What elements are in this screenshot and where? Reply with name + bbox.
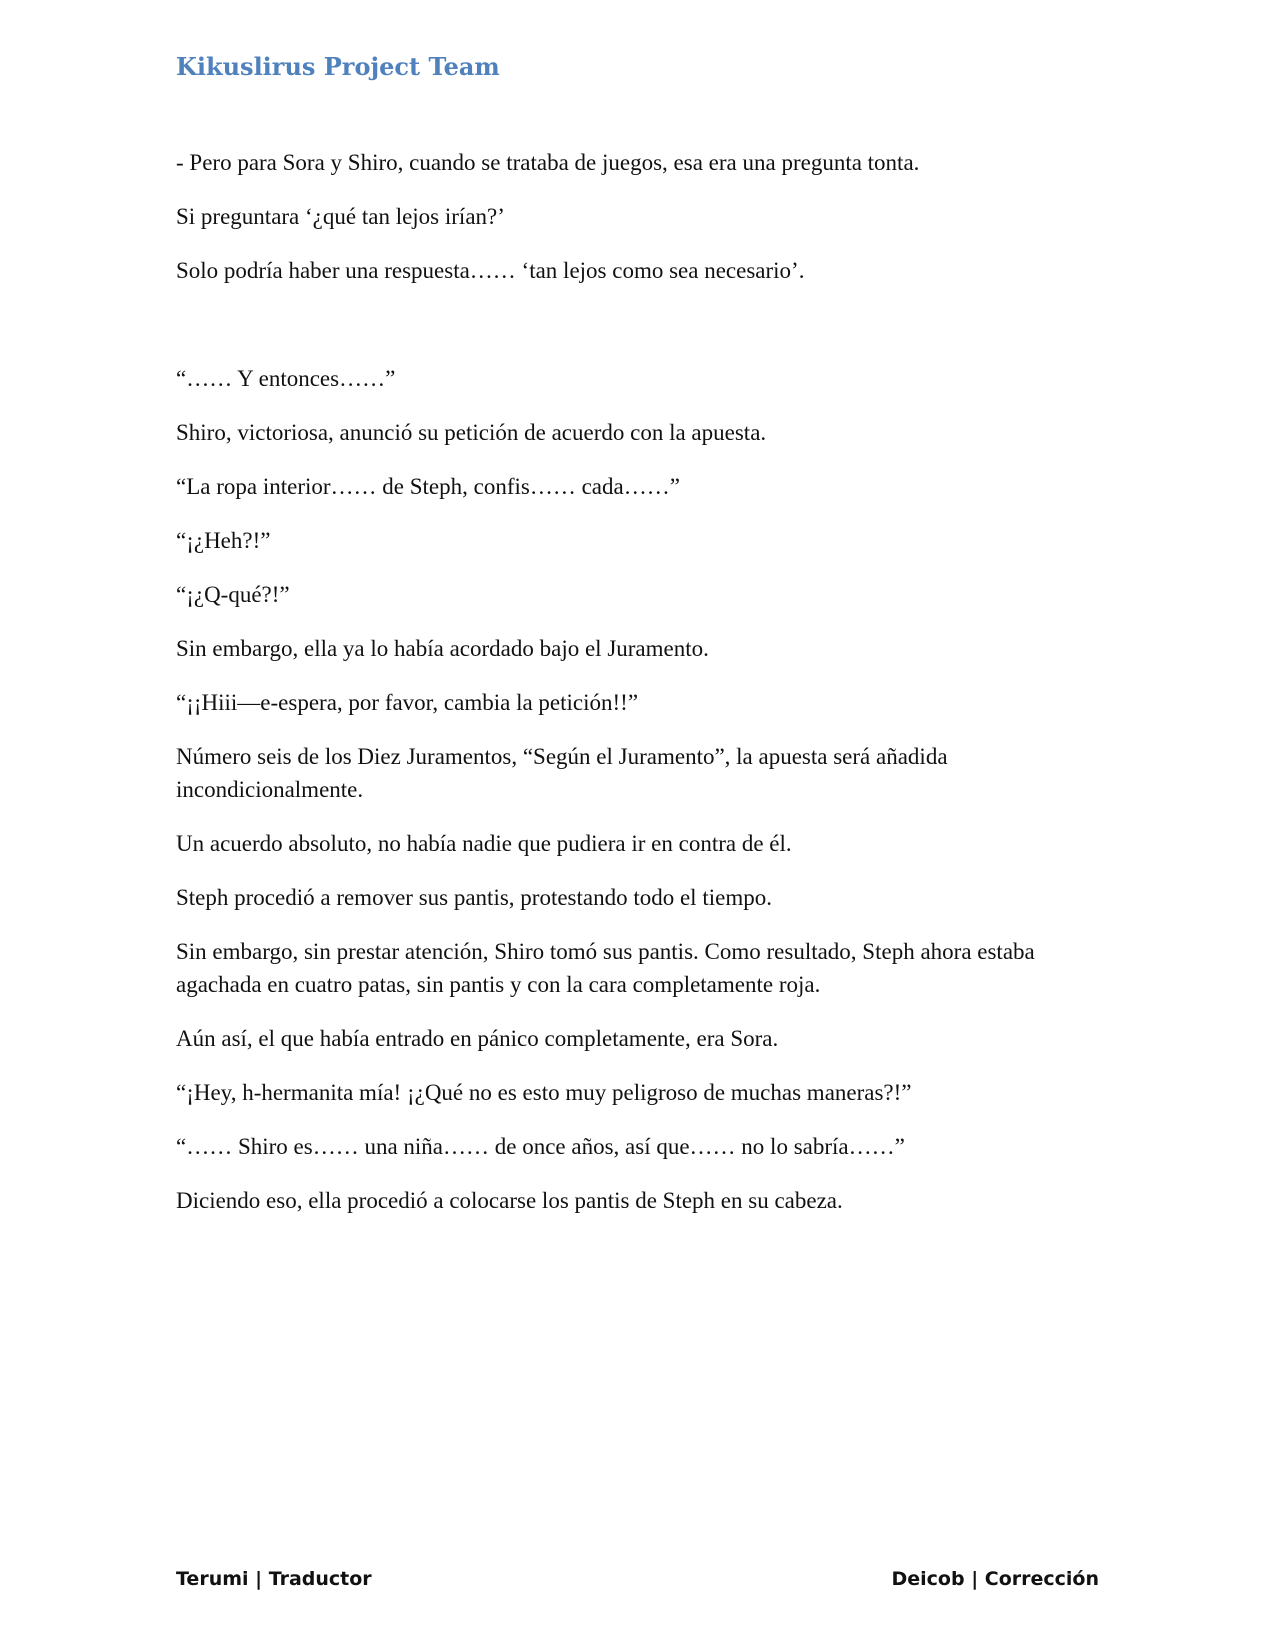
paragraph: “¡Hey, h-hermanita mía! ¡¿Qué no es esto muy peligroso de muchas maneras?!” xyxy=(176,1080,912,1105)
paragraph: - Pero para Sora y Shiro, cuando se trataba de juegos, esa era una pregunta tonta. xyxy=(176,150,920,175)
paragraph: “¡¿Q-qué?!” xyxy=(176,582,290,607)
paragraph: Un acuerdo absoluto, no había nadie que pudiera ir en contra de él. xyxy=(176,831,792,856)
paragraph: “…… Y entonces……” xyxy=(176,366,396,391)
paragraph: Solo podría haber una respuesta…… ‘tan lejos como sea necesario’. xyxy=(176,258,805,283)
paragraph: Steph procedió a remover sus pantis, protestando todo el tiempo. xyxy=(176,885,772,910)
paragraph: Número seis de los Diez Juramentos, “Según el Juramento”, la apuesta será añadida incondicionalmente. xyxy=(176,744,948,802)
paragraph: Sin embargo, ella ya lo había acordado bajo el Juramento. xyxy=(176,636,709,661)
paragraph: Sin embargo, sin prestar atención, Shiro tomó sus pantis. Como resultado, Steph ahora estaba agachada en cuatro patas, sin pantis y con la cara completamente roja. xyxy=(176,939,1035,997)
footer-proofreader-credit: Deicob | Corrección xyxy=(891,1568,1099,1590)
page-header-title: Kikuslirus Project Team xyxy=(176,52,500,81)
document-body xyxy=(176,146,1056,1238)
paragraph: Si preguntara ‘¿qué tan lejos irían?’ xyxy=(176,204,505,229)
paragraph: Diciendo eso, ella procedió a colocarse los pantis de Steph en su cabeza. xyxy=(176,1188,843,1213)
paragraph: Aún así, el que había entrado en pánico completamente, era Sora. xyxy=(176,1026,779,1051)
paragraph: Shiro, victoriosa, anunció su petición de acuerdo con la apuesta. xyxy=(176,420,767,445)
paragraph: “¡¡Hiii—e-espera, por favor, cambia la petición!!” xyxy=(176,690,639,715)
footer-translator-credit: Terumi | Traductor xyxy=(176,1568,372,1590)
paragraph: “¡¿Heh?!” xyxy=(176,528,271,553)
paragraph: “La ropa interior…… de Steph, confis…… cada……” xyxy=(176,474,680,499)
paragraph: “…… Shiro es…… una niña…… de once años, así que…… no lo sabría……” xyxy=(176,1134,905,1159)
